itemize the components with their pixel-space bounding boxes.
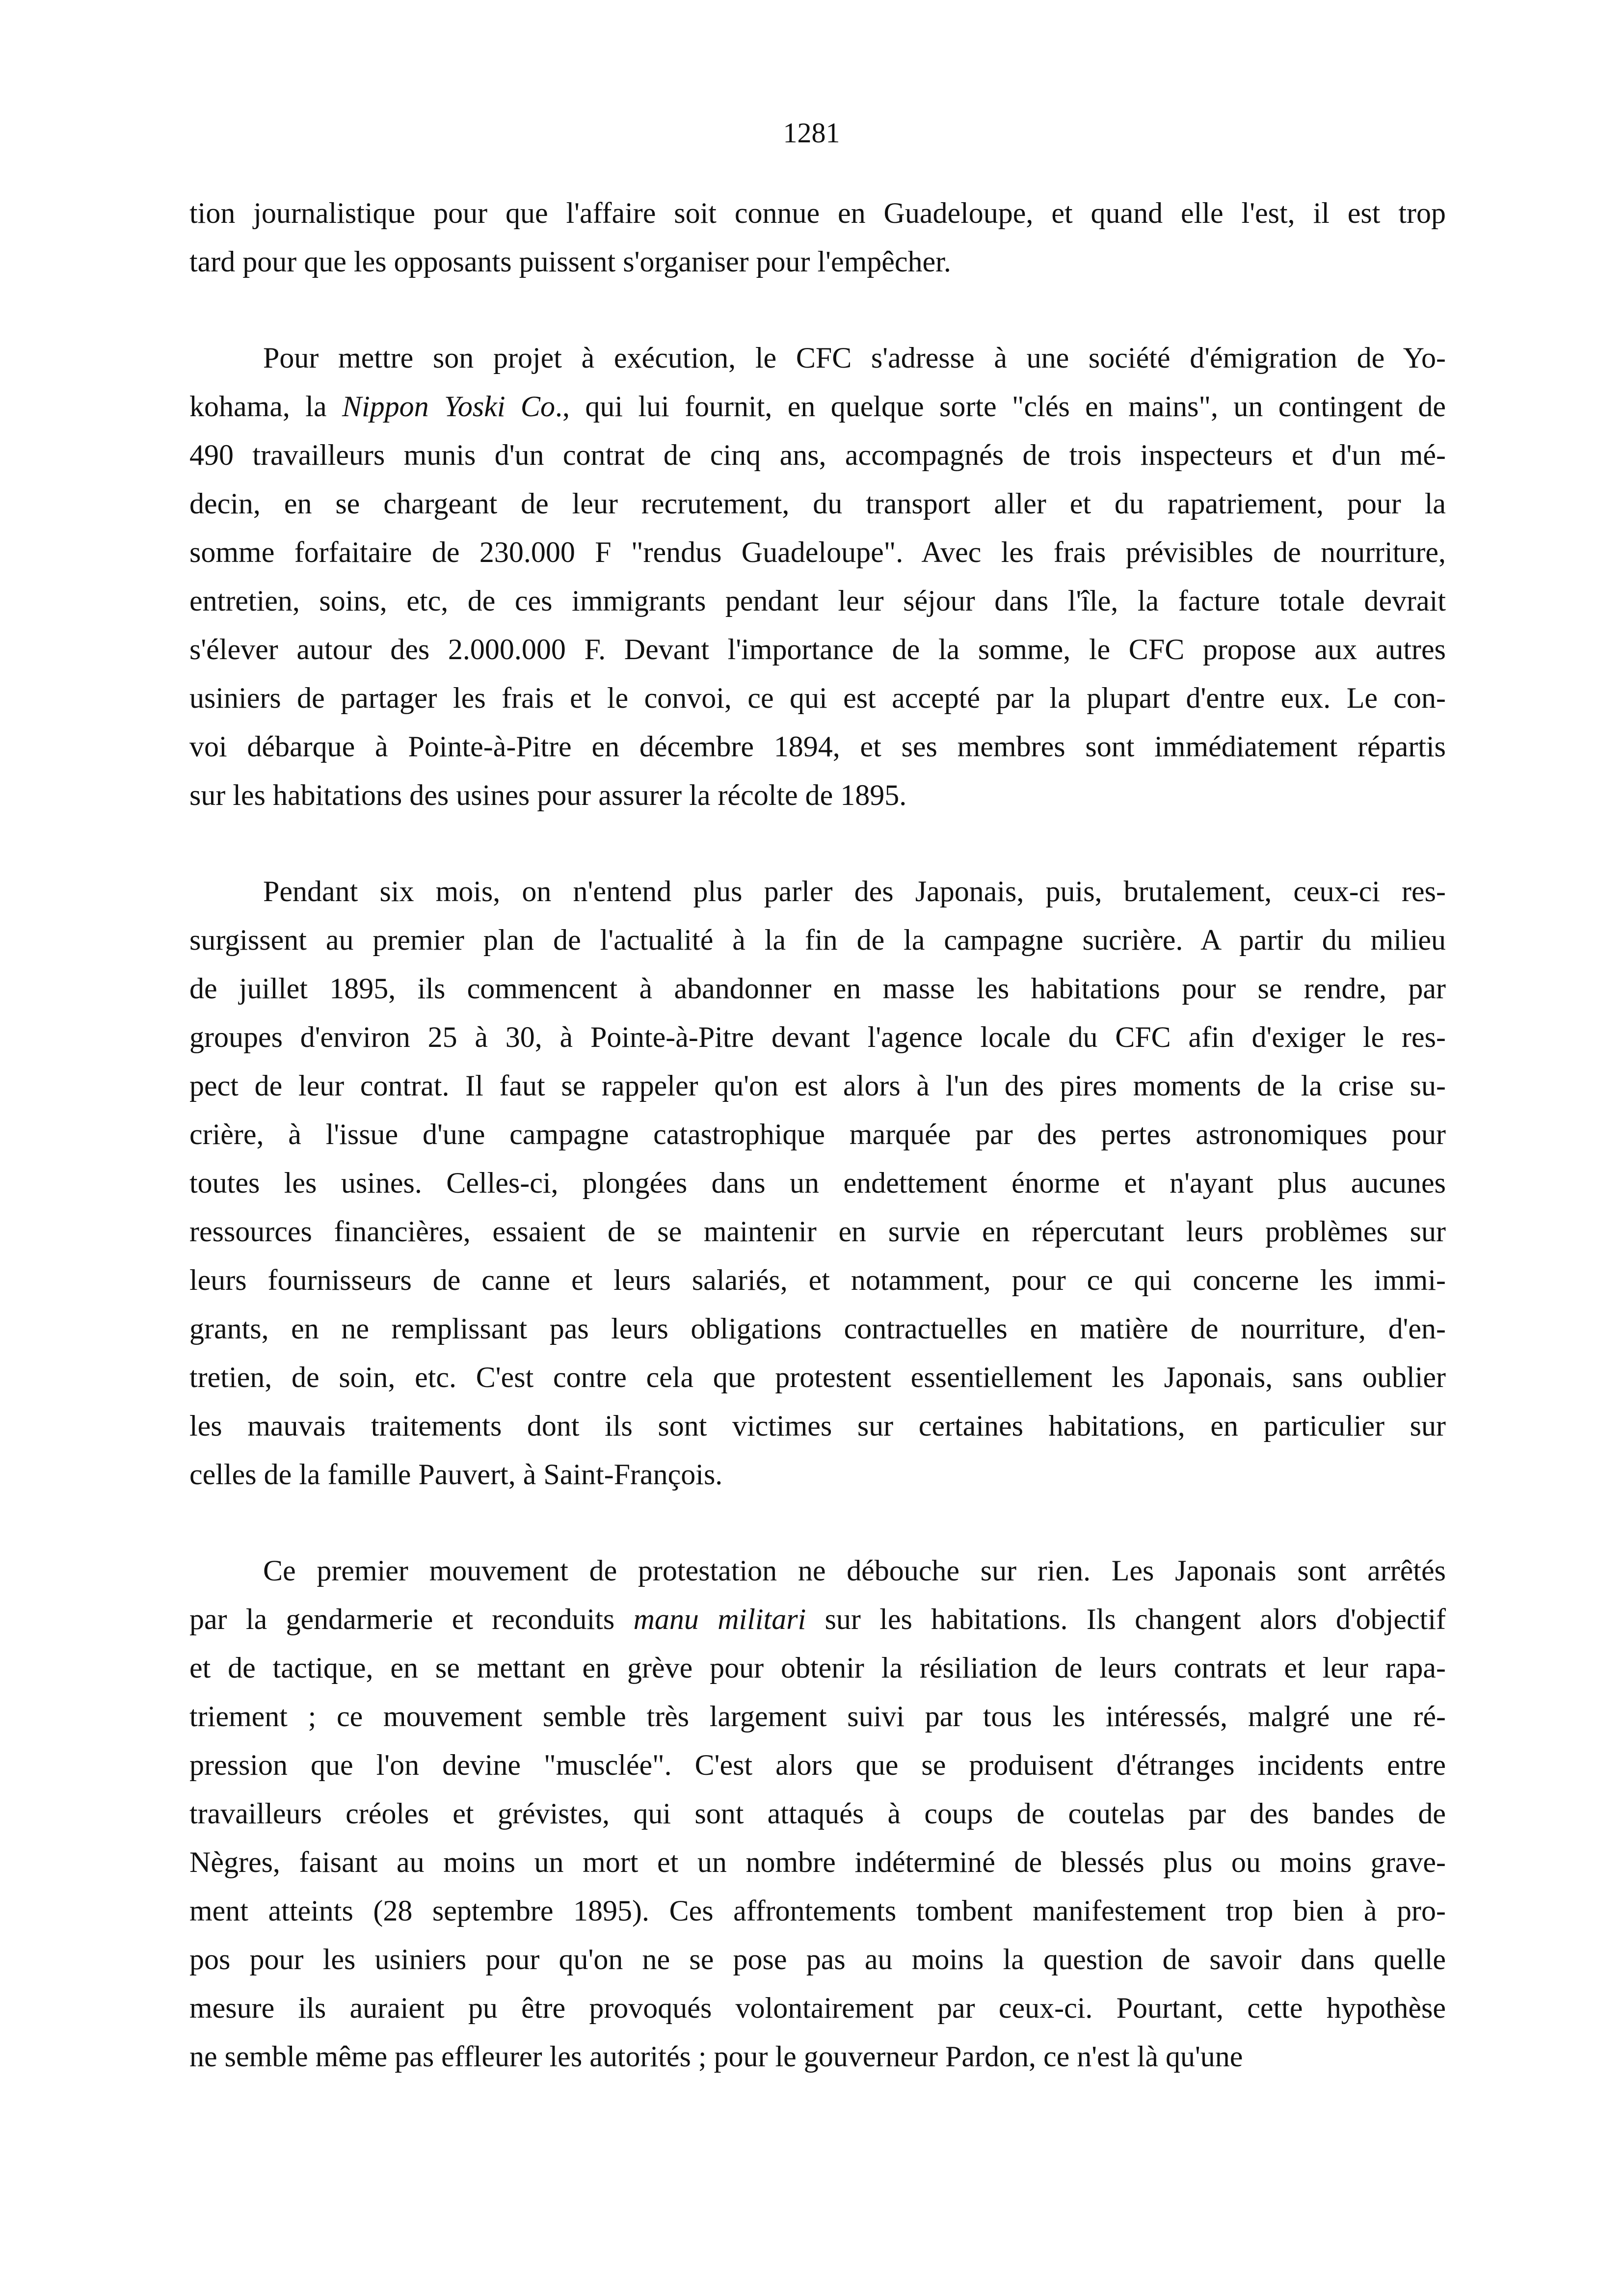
text-line: entretien, soins, etc, de ces immigrants pendant leur séjour dans l'île, la facture totale devrait [189,585,1446,617]
text-line: toutes les usines. Celles-ci, plongées dans un endettement énorme et n'ayant plus aucunes [189,1167,1446,1199]
text-line: triement ; ce mouvement semble très largement suivi par tous les intéressés, malgré une ré- [189,1700,1446,1733]
text-line: pect de leur contrat. Il faut se rappeler qu'on est alors à l'un des pires moments de la crise su- [189,1069,1446,1102]
text-line: tard pour que les opposants puissent s'organiser pour l'empêcher. [189,245,951,278]
text-line: mesure ils auraient pu être provoqués volontairement par ceux-ci. Pourtant, cette hypothèse [189,1992,1446,2024]
text-line: surgissent au premier plan de l'actualité à la fin de la campagne sucrière. A partir du milieu [189,924,1446,956]
text-line: celles de la famille Pauvert, à Saint-François. [189,1458,723,1491]
text-line: pos pour les usiniers pour qu'on ne se pose pas au moins la question de savoir dans quelle [189,1943,1446,1976]
text-line: tion journalistique pour que l'affaire soit connue en Guadeloupe, et quand elle l'est, il est trop [189,197,1446,229]
text-line: Ce premier mouvement de protestation ne débouche sur rien. Les Japonais sont arrêtés [263,1554,1446,1587]
text-line: leurs fournisseurs de canne et leurs salariés, et notamment, pour ce qui concerne les immi- [189,1264,1446,1296]
page-number: 1281 [783,117,840,149]
body-text [189,189,1446,2081]
paragraph [189,189,1446,286]
text-line: de juillet 1895, ils commencent à abandonner en masse les habitations pour se rendre, par [189,972,1446,1005]
text-line: Pour mettre son projet à exécution, le CFC s'adresse à une société d'émigration de Yo- [263,342,1446,374]
text-line: pression que l'on devine "musclée". C'est alors que se produisent d'étranges incidents entre [189,1749,1446,1781]
paragraph [189,334,1446,820]
text-line: sur les habitations des usines pour assurer la récolte de 1895. [189,779,907,811]
text-line: crière, à l'issue d'une campagne catastrophique marquée par des pertes astronomiques pour [189,1118,1446,1150]
text-segment: sur les habitations. Ils changent alors d'objectif [806,1603,1446,1635]
text-line: 490 travailleurs munis d'un contrat de cinq ans, accompagnés de trois inspecteurs et d'un mé- [189,439,1446,471]
text-line: les mauvais traitements dont ils sont victimes sur certaines habitations, en particulier sur [189,1410,1446,1442]
text-line: somme forfaitaire de 230.000 F "rendus Guadeloupe". Avec les frais prévisibles de nourriture, [189,536,1446,568]
text-line: decin, en se chargeant de leur recrutement, du transport aller et du rapatriement, pour la [189,487,1446,520]
text-segment: par la gendarmerie et reconduits [189,1603,634,1635]
text-line: s'élever autour des 2.000.000 F. Devant l'importance de la somme, le CFC propose aux autres [189,633,1446,666]
text-line: grants, en ne remplissant pas leurs obligations contractuelles en matière de nourriture, d'en- [189,1312,1446,1345]
text-line: Nègres, faisant au moins un mort et un nombre indéterminé de blessés plus ou moins grave- [189,1846,1446,1878]
text-line: Pendant six mois, on n'entend plus parler des Japonais, puis, brutalement, ceux-ci res- [263,875,1446,908]
text-line: ne semble même pas effleurer les autorités ; pour le gouverneur Pardon, ce n'est là qu'une [189,2040,1243,2073]
text-line: usiniers de partager les frais et le convoi, ce qui est accepté par la plupart d'entre eux. Le con- [189,682,1446,714]
text-line: ressources financières, essaient de se maintenir en survie en répercutant leurs problèmes sur [189,1215,1446,1248]
text-line: groupes d'environ 25 à 30, à Pointe-à-Pitre devant l'agence locale du CFC afin d'exiger le res- [189,1021,1446,1053]
text-line: et de tactique, en se mettant en grève pour obtenir la résiliation de leurs contrats et leur rapa- [189,1652,1446,1684]
text-segment: ., qui lui fournit, en quelque sorte "clés en mains", un contingent de [555,390,1446,423]
paragraph [189,867,1446,1499]
text-line: ment atteints (28 septembre 1895). Ces affrontements tombent manifestement trop bien à pro- [189,1895,1446,1927]
italic-term: Nippon Yoski Co [342,390,555,423]
paragraph [189,1547,1446,2081]
text-segment: kohama, la [189,390,342,423]
text-line: travailleurs créoles et grévistes, qui sont attaqués à coups de coutelas par des bandes de [189,1797,1446,1830]
text-line [189,382,1446,431]
italic-term: manu militari [633,1603,806,1635]
text-line: tretien, de soin, etc. C'est contre cela que protestent essentiellement les Japonais, sans oublier [189,1361,1446,1393]
text-line: voi débarque à Pointe-à-Pitre en décembre 1894, et ses membres sont immédiatement répartis [189,730,1446,763]
text-line [189,1595,1446,1644]
